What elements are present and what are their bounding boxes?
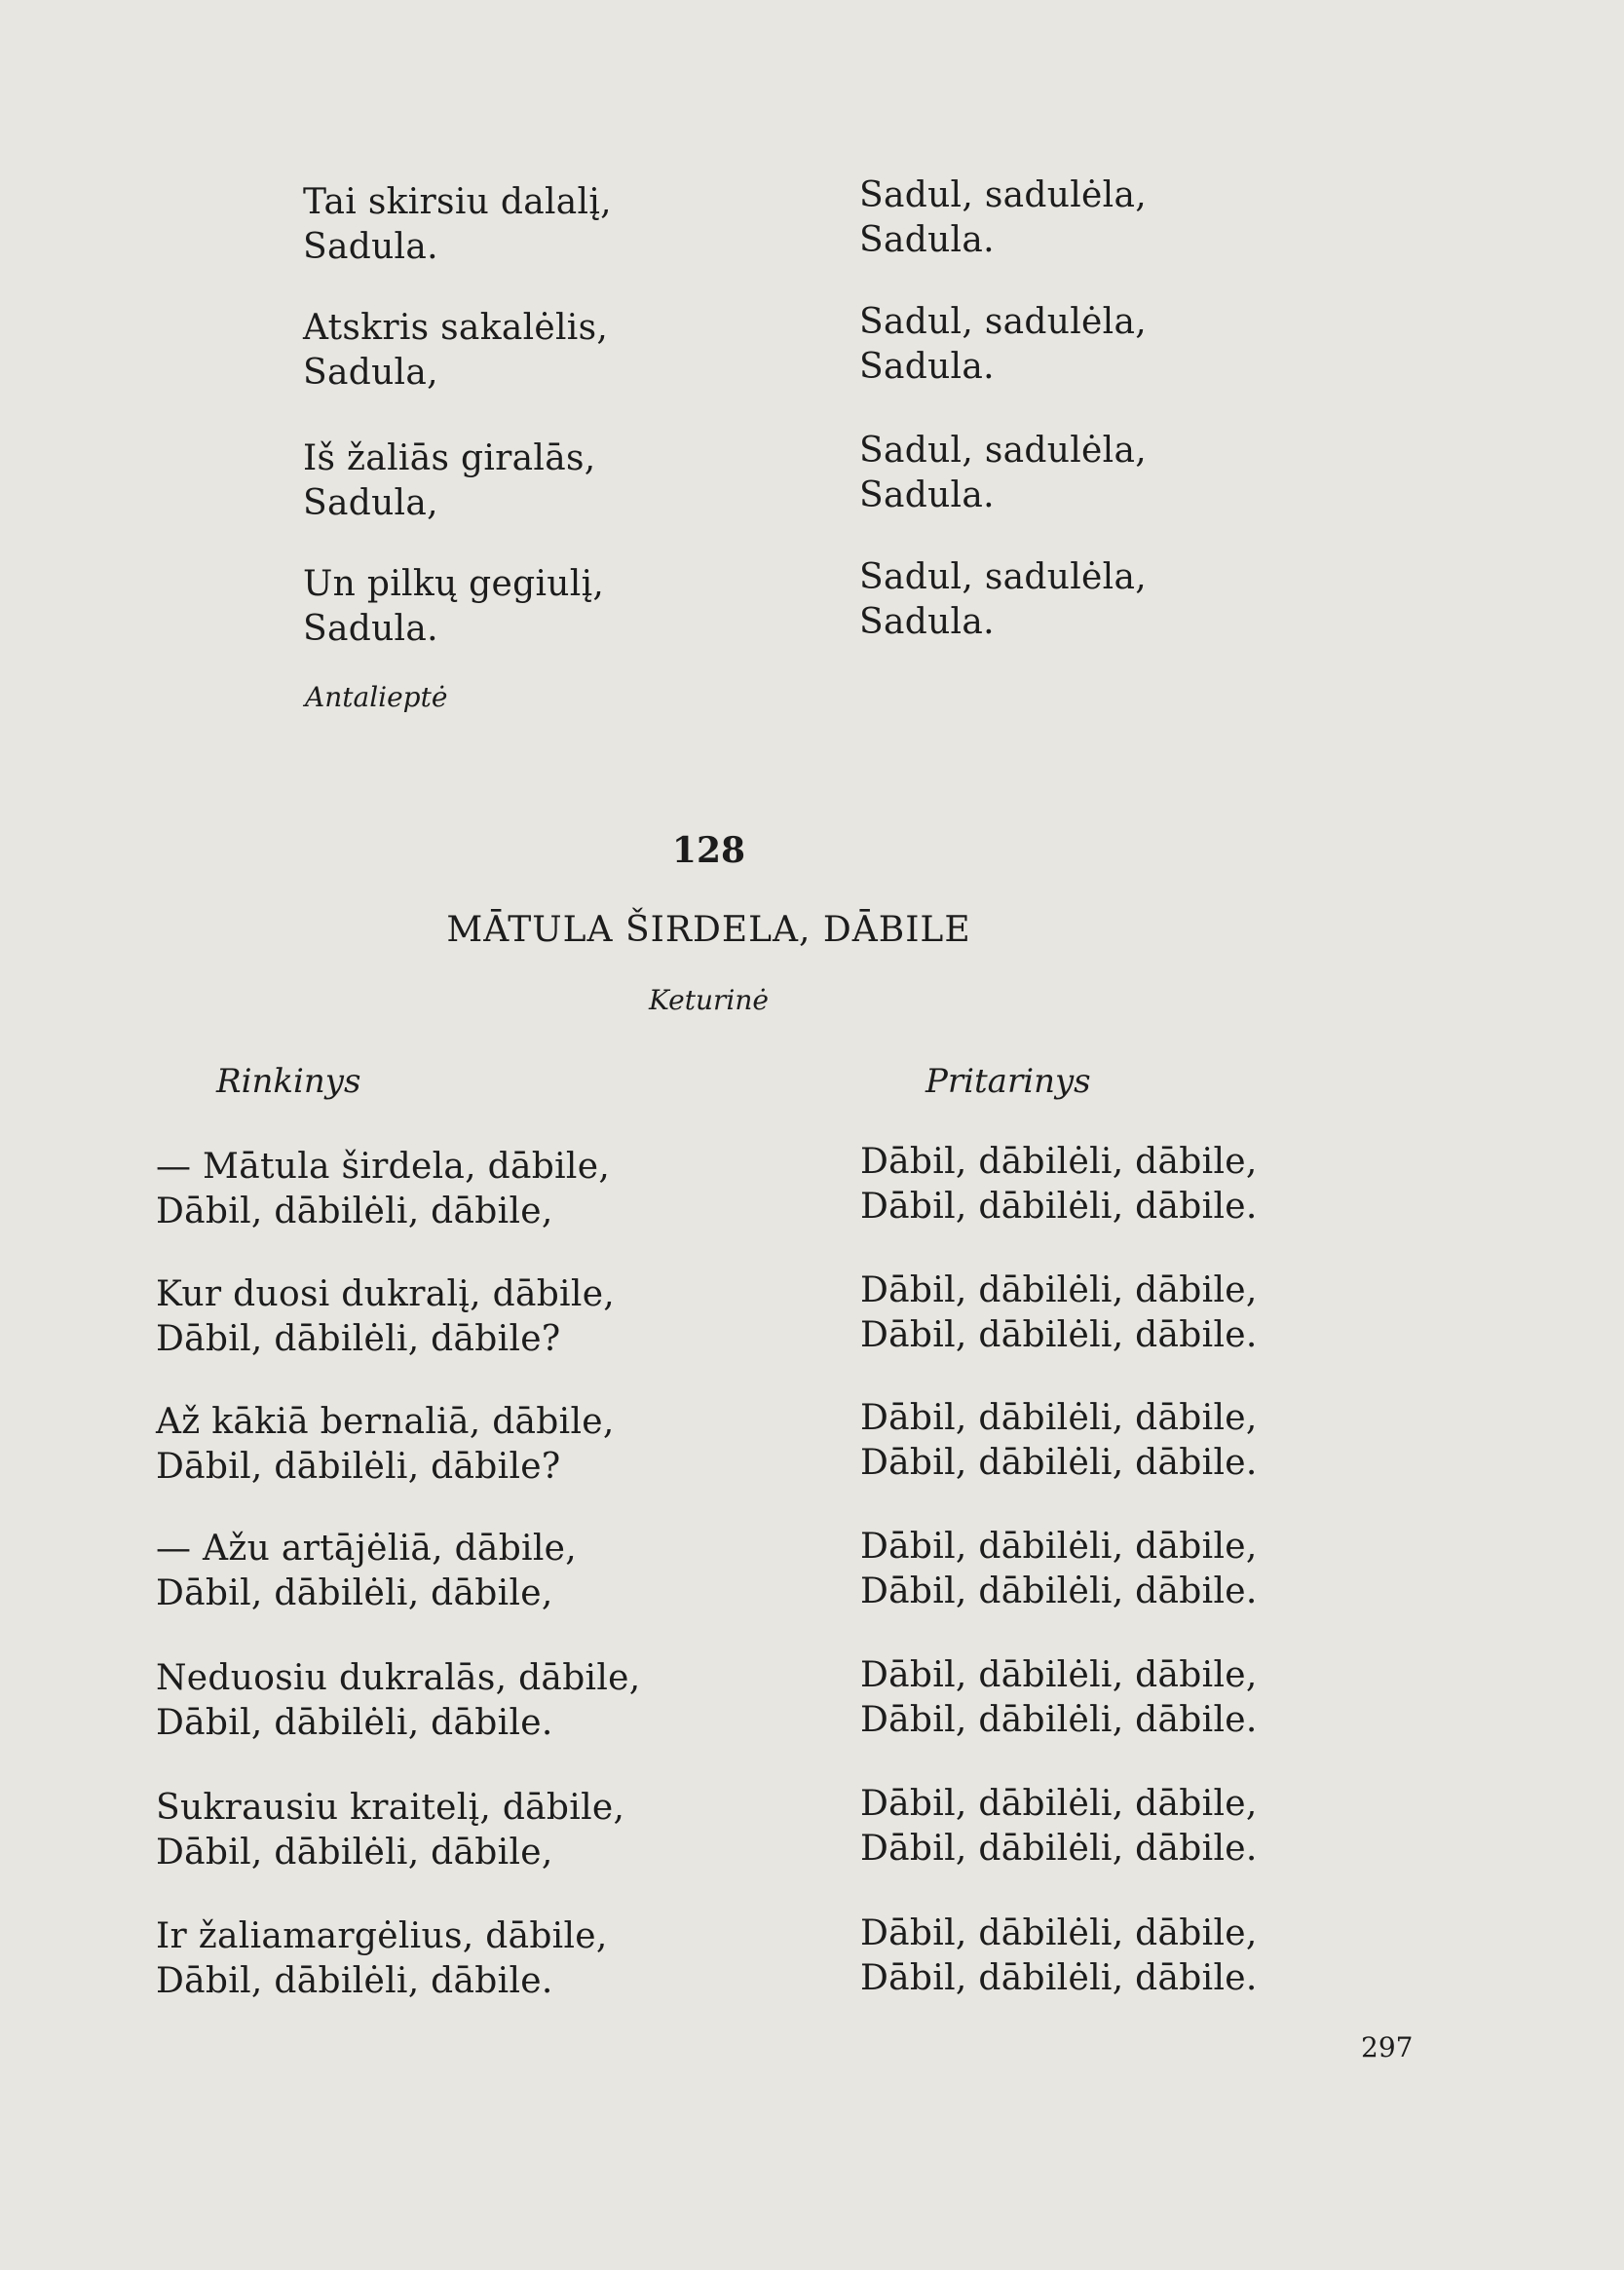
verse-line: Sadul, sadulėla, — [859, 302, 1147, 342]
verse-line: Dābil, dābilėli, dābile. — [860, 1315, 1258, 1355]
verse-line: Dābil, dābilėli, dābile, — [860, 1527, 1258, 1567]
song-right-stanza-5 — [860, 1653, 1258, 1743]
verse-line: Dābil, dābilėli, dābile. — [860, 1571, 1258, 1611]
song-left-stanza-4 — [156, 1527, 577, 1616]
verse-line: Dābil, dābilėli, dābile, — [860, 1398, 1258, 1438]
verse-line: Sadula. — [303, 227, 438, 267]
verse-line: Sadula. — [859, 475, 995, 515]
song-left-stanza-7 — [156, 1914, 608, 2004]
song-left-stanza-5 — [156, 1656, 641, 1746]
verse-line: Dābil, dābilėli, dābile? — [156, 1447, 561, 1487]
verse-line: Dābil, dābilėli, dābile. — [860, 1700, 1258, 1740]
verse-line: Dābil, dābilėli, dābile, — [860, 1913, 1258, 1953]
verse-line: Sukrausiu kraitelį, dābile, — [156, 1788, 625, 1828]
song-number: 128 — [671, 830, 746, 871]
verse-line: Dābil, dābilėli, dābile, — [860, 1270, 1258, 1310]
verse-line: Dābil, dābilėli, dābile. — [860, 1187, 1258, 1227]
song-right-stanza-4 — [860, 1525, 1258, 1614]
verse-line: Dābil, dābilėli, dābile. — [860, 1829, 1258, 1869]
verse-line: Dābil, dābilėli, dābile, — [860, 1655, 1258, 1695]
verse-line: Sadula, — [303, 353, 438, 393]
song-right-stanza-2 — [860, 1268, 1258, 1358]
place-name: Antalieptė — [305, 681, 448, 713]
verse-line: Dābil, dābilėli, dābile, — [860, 1784, 1258, 1824]
verse-line: Sadul, sadulėla, — [859, 557, 1147, 597]
song-left-stanza-6 — [156, 1786, 624, 1875]
song-right-stanza-1 — [860, 1140, 1258, 1230]
page-number: 297 — [1361, 2031, 1414, 2063]
verse-line: Sadula. — [859, 347, 995, 387]
verse-line: Iš žaliās giralās, — [303, 438, 596, 478]
song-left-stanza-3 — [156, 1400, 615, 1490]
song-right-stanza-3 — [860, 1396, 1258, 1486]
right-column-header: Pritarinys — [925, 1062, 1091, 1101]
upper-right-stanza-4 — [859, 555, 1147, 645]
verse-line: Dābil, dābilėli, dābile. — [860, 1958, 1258, 1998]
song-title: MĀTULA ŠIRDELA, DĀBILE — [446, 910, 971, 950]
verse-line: Atskris sakalėlis, — [303, 308, 609, 348]
left-column-header: Rinkinys — [216, 1062, 361, 1101]
upper-left-stanza-3 — [303, 436, 596, 526]
song-subtitle: Keturinė — [649, 984, 769, 1016]
verse-line: Sadula. — [859, 602, 995, 642]
verse-line: Dābil, dābilėli, dābile, — [156, 1573, 553, 1613]
verse-line: Neduosiu dukralās, dābile, — [156, 1658, 641, 1698]
verse-line: — Ažu artājėliā, dābile, — [156, 1529, 578, 1569]
song-left-stanza-2 — [156, 1272, 615, 1362]
verse-line: Sadul, sadulėla, — [859, 175, 1147, 215]
song-right-stanza-6 — [860, 1782, 1258, 1872]
verse-line: Sadula. — [303, 609, 438, 649]
verse-line: — Mātula širdela, dābile, — [156, 1147, 611, 1187]
verse-line: Kur duosi dukralį, dābile, — [156, 1274, 616, 1314]
song-right-stanza-7 — [860, 1911, 1258, 2001]
verse-line: Sadula. — [859, 220, 995, 260]
verse-line: Sadula, — [303, 483, 438, 523]
verse-line: Sadul, sadulėla, — [859, 431, 1147, 471]
verse-line: Dābil, dābilėli, dābile. — [156, 1703, 553, 1743]
verse-line: Až kākiā bernaliā, dābile, — [156, 1402, 615, 1442]
verse-line: Dābil, dābilėli, dābile, — [156, 1192, 553, 1231]
song-left-stanza-1 — [156, 1145, 610, 1234]
verse-line: Dābil, dābilėli, dābile, — [860, 1142, 1258, 1182]
verse-line: Dābil, dābilėli, dābile. — [860, 1443, 1258, 1483]
upper-left-stanza-1 — [303, 180, 612, 270]
verse-line: Tai skirsiu dalalį, — [303, 182, 612, 222]
verse-line: Un pilkų gegiulį, — [303, 564, 605, 604]
verse-line: Dābil, dābilėli, dābile, — [156, 1833, 553, 1873]
upper-right-stanza-1 — [859, 173, 1147, 263]
upper-right-stanza-2 — [859, 300, 1147, 390]
upper-left-stanza-2 — [303, 306, 608, 396]
verse-line: Ir žaliamargėlius, dābile, — [156, 1916, 608, 1956]
verse-line: Dābil, dābilėli, dābile. — [156, 1961, 553, 2001]
upper-right-stanza-3 — [859, 429, 1147, 518]
verse-line: Dābil, dābilėli, dābile? — [156, 1319, 561, 1359]
upper-left-stanza-4 — [303, 562, 604, 652]
